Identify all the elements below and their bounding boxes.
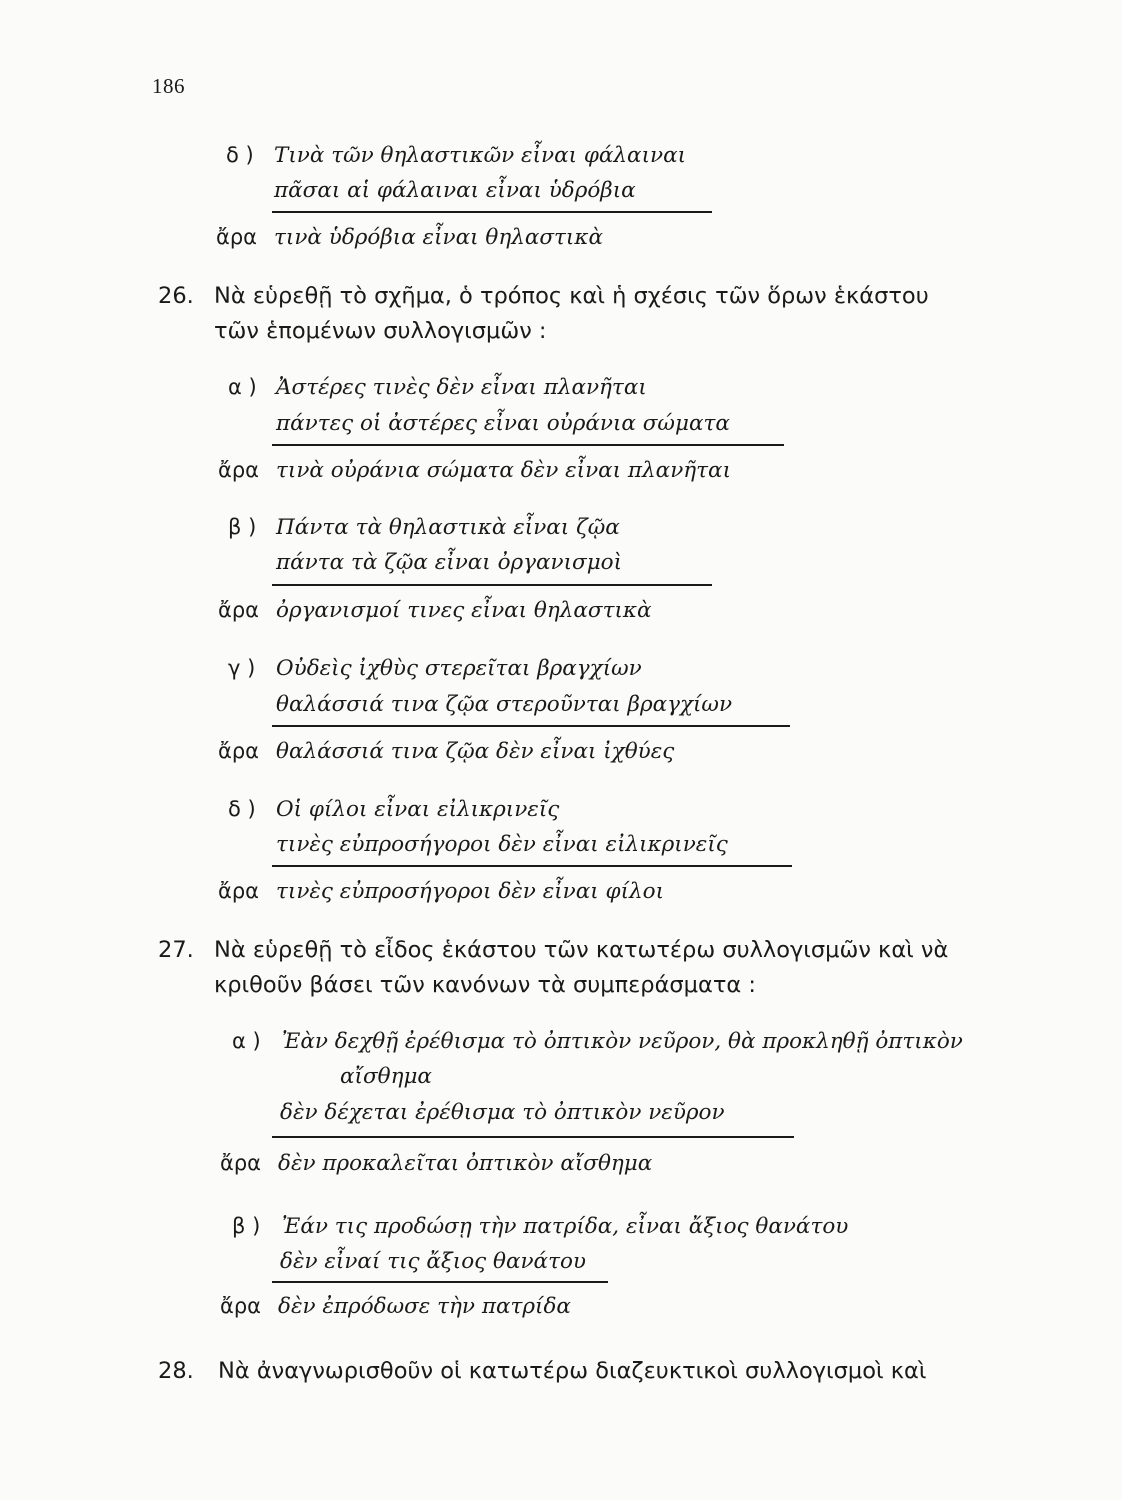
ex27-alpha-premise2: δὲν δέχεται ἐρέθισμα τὸ ὀπτικὸν νεῦρον <box>280 1100 725 1125</box>
ex27-alpha-premise1-line1 <box>232 1029 963 1054</box>
ex25-delta-conclusion <box>216 225 603 250</box>
conclusion-prefix: ἄρα <box>218 598 260 622</box>
ex25-delta-premise1 <box>226 143 686 168</box>
syllogism-rule <box>272 1136 794 1138</box>
syllogism-rule <box>272 1281 608 1283</box>
item-marker: α ) <box>228 375 257 399</box>
item-marker: β ) <box>228 515 257 539</box>
ex26-gamma-premise1 <box>228 656 642 681</box>
ex26-prompt-line2: τῶν ἑπομένων συλλογισμῶν : <box>214 318 547 344</box>
premise-text: Ἀστέρες τινὲς δὲν εἶναι πλανῆται <box>276 375 647 400</box>
premise-text: Πάντα τὰ θηλαστικὰ εἶναι ζῷα <box>276 515 620 540</box>
ex26-delta-premise2: τινὲς εὐπροσήγοροι δὲν εἶναι εἰλικρινεῖς <box>276 832 728 857</box>
ex27-beta-premise1 <box>232 1214 848 1239</box>
ex25-delta-premise2: πᾶσαι αἱ φάλαιναι εἶναι ὑδρόβια <box>274 178 636 203</box>
premise-text: Οἱ φίλοι εἶναι εἰλικρινεῖς <box>276 797 560 822</box>
premise-text: Οὐδεὶς ἰχθὺς στερεῖται βραγχίων <box>276 656 642 681</box>
conclusion-text: τινὰ ὑδρόβια εἶναι θηλαστικὰ <box>274 225 603 250</box>
syllogism-rule <box>272 725 790 727</box>
premise-text: Ἐάν τις προδώσῃ τὴν πατρίδα, εἶναι ἄξιος θανάτου <box>282 1214 849 1239</box>
ex26-delta-premise1 <box>228 797 559 822</box>
prompt-text: Νὰ εὑρεθῇ τὸ σχῆμα, ὁ τρόπος καὶ ἡ σχέσις τῶν ὅρων ἑκάστου <box>214 283 929 309</box>
page-number: 186 <box>152 74 185 98</box>
ex26-alpha-conclusion <box>218 458 731 483</box>
syllogism-rule <box>272 584 712 586</box>
ex27-alpha-conclusion <box>220 1151 652 1176</box>
ex26-gamma-conclusion <box>218 739 674 764</box>
ex27-alpha-premise1-line2: αἴσθημα <box>340 1064 432 1089</box>
conclusion-text: δὲν ἐπρόδωσε τὴν πατρίδα <box>278 1294 571 1319</box>
ex26-delta-conclusion <box>218 879 664 904</box>
ex26-beta-premise1 <box>228 515 620 540</box>
syllogism-rule <box>272 865 792 867</box>
ex26-gamma-premise2: θαλάσσιά τινα ζῷα στεροῦνται βραγχίων <box>276 692 733 717</box>
ex26-beta-conclusion <box>218 598 652 623</box>
conclusion-prefix: ἄρα <box>218 739 260 763</box>
item-marker: β ) <box>232 1214 261 1238</box>
conclusion-prefix: ἄρα <box>218 879 260 903</box>
item-marker: α ) <box>232 1029 261 1053</box>
item-marker: δ ) <box>226 143 254 167</box>
conclusion-prefix: ἄρα <box>220 1151 262 1175</box>
prompt-text: Νὰ εὑρεθῇ τὸ εἶδος ἑκάστου τῶν κατωτέρω συλλογισμῶν καὶ νὰ <box>214 937 949 963</box>
premise-text: Ἐὰν δεχθῇ ἐρέθισμα τὸ ὀπτικὸν νεῦρον, θὰ προκληθῇ ὀπτικὸν <box>282 1029 963 1054</box>
item-marker: δ ) <box>228 797 256 821</box>
conclusion-prefix: ἄρα <box>218 458 260 482</box>
syllogism-rule <box>272 444 784 446</box>
ex28-prompt-line1 <box>158 1358 926 1384</box>
ex26-prompt-line1 <box>158 283 929 309</box>
conclusion-text: ὀργανισμοί τινες εἶναι θηλαστικὰ <box>276 598 652 623</box>
exercise-number: 27. <box>158 937 194 963</box>
ex27-prompt-line2: κριθοῦν βάσει τῶν κανόνων τὰ συμπεράσματα : <box>214 972 756 998</box>
ex26-alpha-premise1 <box>228 375 647 400</box>
conclusion-text: δὲν προκαλεῖται ὀπτικὸν αἴσθημα <box>278 1151 653 1176</box>
syllogism-rule <box>272 211 712 213</box>
exercise-number: 26. <box>158 283 194 309</box>
conclusion-prefix: ἄρα <box>220 1294 262 1318</box>
ex26-beta-premise2: πάντα τὰ ζῷα εἶναι ὀργανισμοὶ <box>276 550 623 575</box>
conclusion-text: τινὰ οὐράνια σώματα δὲν εἶναι πλανῆται <box>276 458 731 483</box>
conclusion-text: θαλάσσιά τινα ζῷα δὲν εἶναι ἰχθύες <box>276 739 675 764</box>
conclusion-prefix: ἄρα <box>216 225 258 249</box>
premise-text: Τινὰ τῶν θηλαστικῶν εἶναι φάλαιναι <box>274 143 687 168</box>
ex26-alpha-premise2: πάντες οἱ ἀστέρες εἶναι οὐράνια σώματα <box>276 411 730 436</box>
ex27-prompt-line1 <box>158 937 948 963</box>
exercise-number: 28. <box>158 1358 194 1384</box>
item-marker: γ ) <box>228 656 256 680</box>
ex27-beta-premise2: δὲν εἶναί τις ἄξιος θανάτου <box>280 1249 586 1274</box>
ex27-beta-conclusion <box>220 1294 571 1319</box>
conclusion-text: τινὲς εὐπροσήγοροι δὲν εἶναι φίλοι <box>276 879 665 904</box>
prompt-text: Νὰ ἀναγνωρισθοῦν οἱ κατωτέρω διαζευκτικοὶ συλλογισμοὶ καὶ <box>218 1358 927 1384</box>
